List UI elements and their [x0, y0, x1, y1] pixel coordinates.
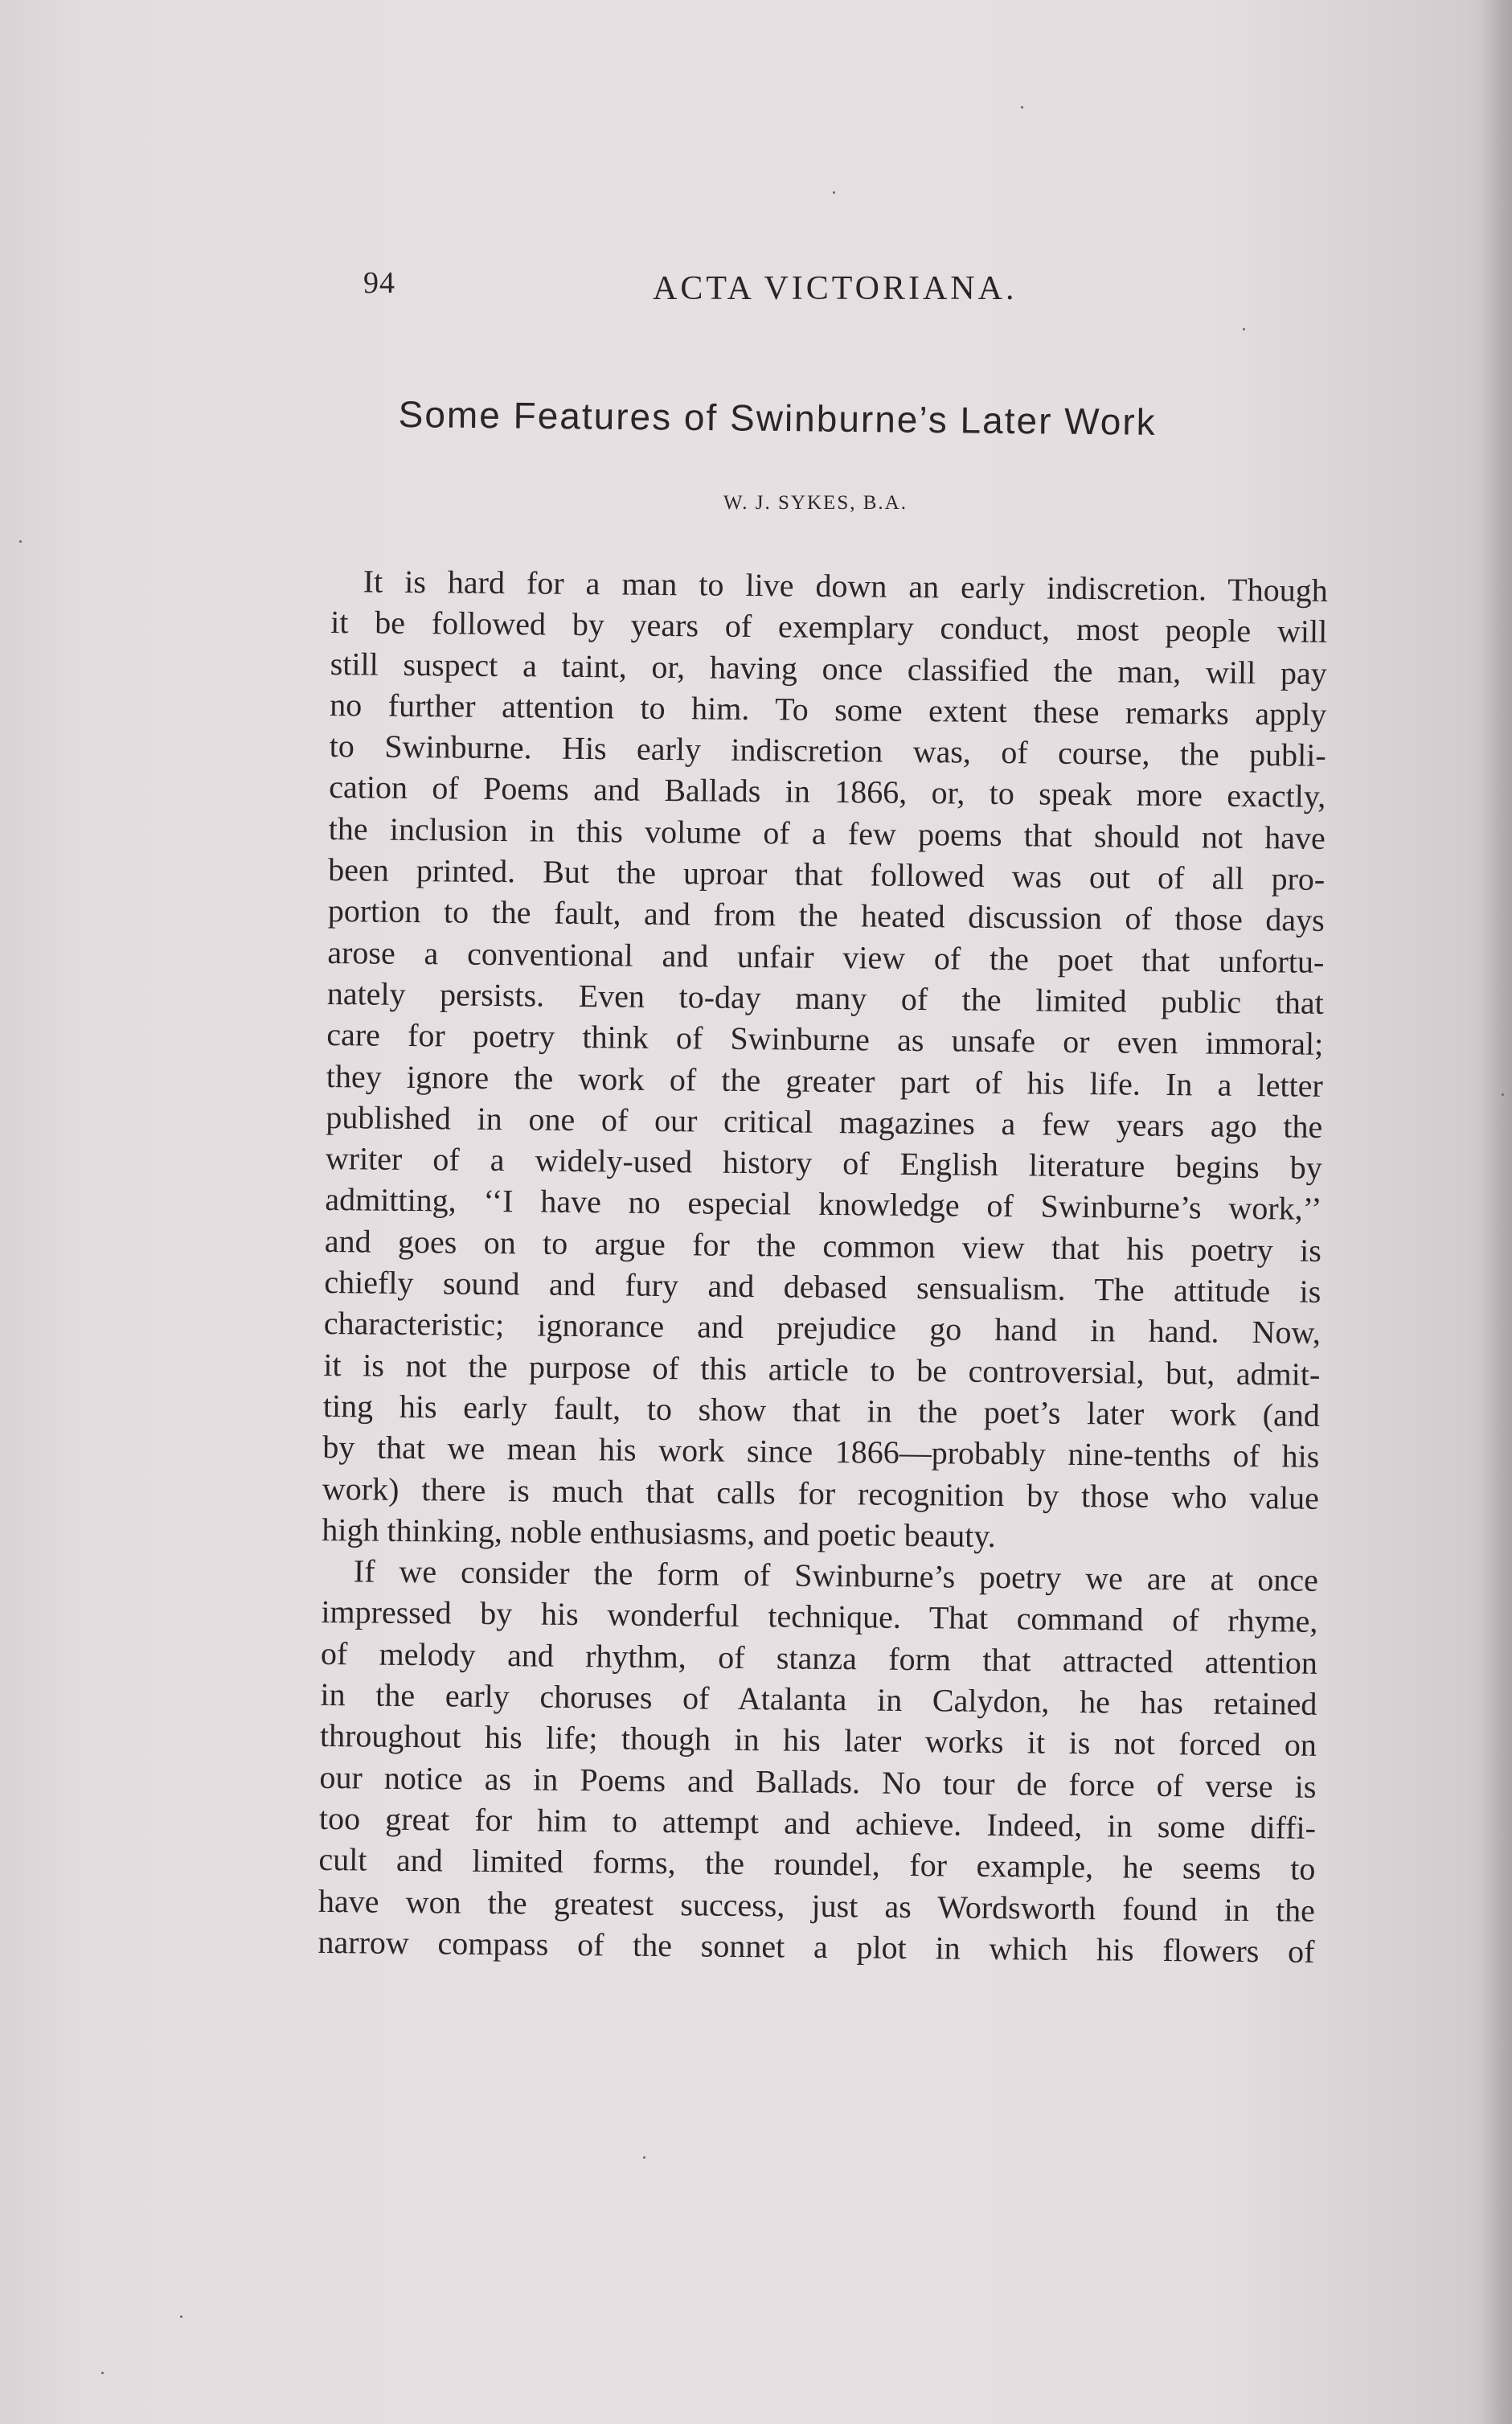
body-line: admitting, ‘‘I have no especial knowledge of Swinburne’s work,’’	[325, 1181, 1322, 1228]
body-line: published in one of our critical magazines a few years ago the	[326, 1098, 1323, 1145]
body-line: nately persists. Even to-day many of the limited public that	[326, 974, 1324, 1021]
paper-speck	[1502, 1093, 1504, 1096]
paper-speck	[101, 2372, 104, 2374]
body-line: work) there is much that calls for recognition by those who value	[322, 1470, 1320, 1516]
article-title: Some Features of Swinburne’s Later Work	[398, 392, 1157, 443]
body-line: still suspect a taint, or, having once classified the man, will pay	[330, 645, 1327, 691]
body-line: If we consider the form of Swinburne’s poetry we are at once	[353, 1552, 1319, 1598]
running-head: ACTA VICTORIANA.	[653, 270, 1018, 307]
paper-speck	[19, 540, 22, 543]
body-line: to Swinburne. His early indiscretion was, of course, the publi-	[329, 728, 1326, 774]
body-line: been printed. But the uproar that followed was out of all pro-	[328, 851, 1326, 897]
body-line: the inclusion in this volume of a few poems that should not have	[328, 810, 1326, 856]
body-line: impressed by his wonderful technique. That command of rhyme,	[321, 1593, 1318, 1640]
body-line: in the early choruses of Atalanta in Calydon, he has retained	[320, 1675, 1317, 1722]
body-line: they ignore the work of the greater part of his life. In a letter	[326, 1057, 1324, 1104]
body-line: high thinking, noble enthusiasms, and poetic beauty.	[322, 1511, 996, 1554]
body-line: portion to the fault, and from the heated discussion of those days	[327, 892, 1325, 939]
body-line: our notice as in Poems and Ballads. No tour de force of verse is	[319, 1758, 1317, 1805]
page-edge-shadow	[1480, 0, 1512, 2424]
body-line: no further attention to him. To some extent these remarks apply	[330, 686, 1327, 732]
body-line: and goes on to argue for the common view that his poetry is	[324, 1222, 1322, 1269]
body-line: narrow compass of the sonnet a plot in which his flowers of	[318, 1923, 1315, 1970]
body-line: care for poetry think of Swinburne as unsafe or even immoral;	[326, 1016, 1324, 1063]
paper-speck	[1243, 328, 1245, 330]
article-byline: W. J. SYKES, B.A.	[723, 492, 908, 514]
article-body	[318, 560, 1328, 1972]
body-line: chiefly sound and fury and debased sensualism. The attitude is	[324, 1264, 1321, 1310]
body-line: of melody and rhythm, of stanza form that attracted attention	[320, 1634, 1318, 1681]
body-line: writer of a widely-used history of English literature begins by	[325, 1140, 1323, 1187]
body-line: It is hard for a man to live down an early indiscretion. Though	[363, 563, 1328, 609]
body-line: by that we mean his work since 1866—probably nine-tenths of his	[322, 1429, 1320, 1475]
page-number: 94	[363, 266, 395, 300]
paper-speck	[643, 2156, 645, 2159]
body-line: characteristic; ignorance and prejudice go hand in hand. Now,	[323, 1305, 1321, 1351]
body-line: throughout his life; though in his later works it is not forced on	[319, 1717, 1317, 1764]
paper-speck	[180, 2315, 182, 2318]
body-line: ting his early fault, to show that in the poet’s later work (and	[322, 1387, 1321, 1433]
paper-speck	[833, 191, 835, 194]
body-line: have won the greatest success, just as Wordsworth found in the	[318, 1882, 1316, 1929]
body-line: arose a conventional and unfair view of the poet that unfortu-	[327, 933, 1325, 980]
body-line: too great for him to attempt and achieve. Indeed, in some diffi-	[318, 1799, 1317, 1846]
paper-speck	[1021, 106, 1023, 109]
body-line: it is not the purpose of this article to be controversial, but, admit-	[323, 1346, 1321, 1392]
body-line: cult and limited forms, the roundel, for example, he seems to	[318, 1841, 1316, 1888]
body-line: cation of Poems and Ballads in 1866, or, to speak more exactly,	[329, 769, 1326, 815]
body-line: it be followed by years of exemplary conduct, most people will	[330, 604, 1328, 650]
